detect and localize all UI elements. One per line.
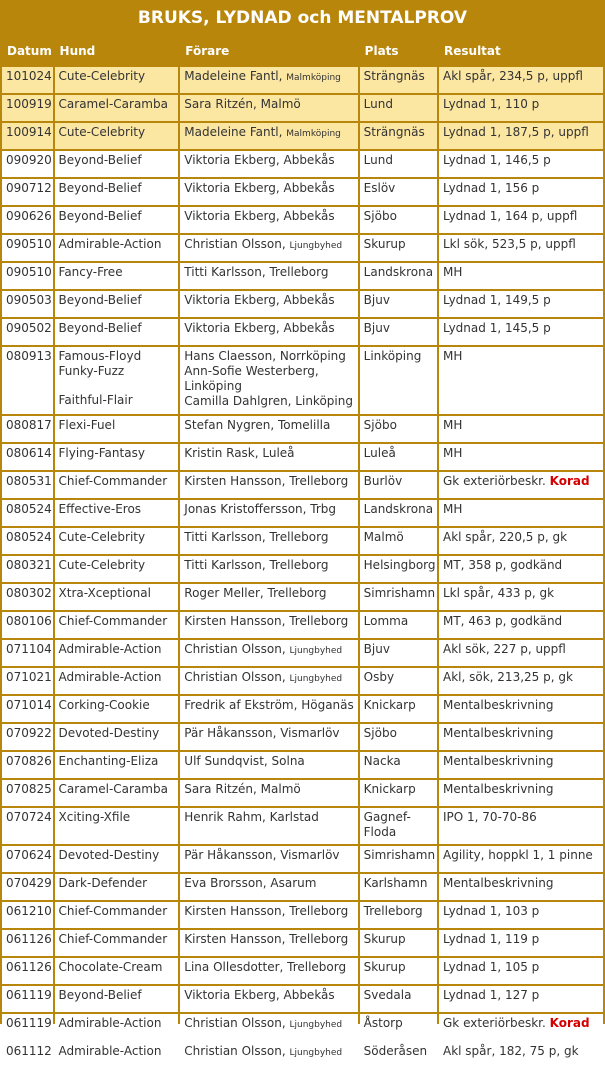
table-row	[2, 846, 603, 872]
forare-town: Ljungbyhed	[289, 646, 343, 656]
cell-plats: Osby	[360, 668, 437, 694]
forare-name: Kirsten Hansson, Trelleborg	[184, 932, 349, 946]
table-row	[2, 123, 603, 149]
hund-3: Faithful-Flair	[58, 393, 133, 407]
table-row	[2, 67, 603, 93]
forare-name: Titti Karlsson, Trelleborg	[184, 265, 329, 279]
cell-datum: 061119	[2, 1014, 53, 1040]
forare-name: Kirsten Hansson, Trelleborg	[184, 904, 349, 918]
cell-plats: Nacka	[360, 752, 437, 778]
cell-forare	[180, 724, 357, 750]
forare-name: Christian Olsson,	[184, 670, 290, 684]
forare-name: Sara Ritzén, Malmö	[184, 97, 301, 111]
cell-resultat	[439, 291, 603, 317]
cell-resultat	[439, 958, 603, 984]
forare-name: Christian Olsson,	[184, 1016, 290, 1030]
forare-town: Malmköping	[286, 129, 341, 139]
forare-name: Viktoria Ekberg, Abbekås	[184, 988, 335, 1002]
cell-hund: Chocolate-Cream	[55, 958, 179, 984]
table-row	[2, 902, 603, 928]
cell-resultat	[439, 1042, 603, 1068]
cell-datum: 061126	[2, 958, 53, 984]
table-row	[2, 696, 603, 722]
cell-hund: Chief-Commander	[55, 930, 179, 956]
cell-forare	[180, 151, 357, 177]
table-row	[2, 780, 603, 806]
cell-resultat	[439, 123, 603, 149]
forare-name: Viktoria Ekberg, Abbekås	[184, 293, 335, 307]
forare-name: Kirsten Hansson, Trelleborg	[184, 614, 349, 628]
resultat-text: MH	[443, 418, 463, 432]
cell-forare	[180, 780, 357, 806]
cell-resultat	[439, 444, 603, 470]
forare-name: Ulf Sundqvist, Solna	[184, 754, 305, 768]
cell-plats: Eslöv	[360, 179, 437, 205]
table-row	[2, 207, 603, 233]
cell-datum: 090503	[2, 291, 53, 317]
cell-hund: Beyond-Belief	[55, 291, 179, 317]
cell-datum: 080524	[2, 500, 53, 526]
cell-forare	[180, 500, 357, 526]
forare-2: Ann-Sofie Westerberg, Linköping	[184, 364, 319, 393]
table-row	[2, 235, 603, 261]
cell-hund: Devoted-Destiny	[55, 724, 179, 750]
resultat-text: MT, 358 p, godkänd	[443, 558, 563, 572]
forare-name: Viktoria Ekberg, Abbekås	[184, 209, 335, 223]
col-header-forare: Förare	[185, 44, 230, 58]
cell-resultat	[439, 95, 603, 121]
cell-hund: Caramel-Caramba	[55, 780, 179, 806]
resultat-text: Mentalbeskrivning	[443, 782, 554, 796]
forare-town: Malmköping	[286, 73, 341, 83]
table-row-multi	[2, 347, 603, 414]
cell-resultat	[439, 986, 603, 1012]
forare-name: Pär Håkansson, Vismarlöv	[184, 848, 340, 862]
table-row	[2, 556, 603, 582]
cell-datum: 090510	[2, 263, 53, 289]
cell-resultat	[439, 696, 603, 722]
cell-datum: 061126	[2, 930, 53, 956]
cell-plats: Skurup	[360, 958, 437, 984]
forare-name: Stefan Nygren, Tomelilla	[184, 418, 331, 432]
cell-forare	[180, 846, 357, 872]
resultat-text: Akl spår, 182, 75 p, gk	[443, 1044, 579, 1058]
table-row	[2, 584, 603, 610]
cell-datum: 080106	[2, 612, 53, 638]
table-row	[2, 416, 603, 442]
resultat-text: Lydnad 1, 119 p	[443, 932, 540, 946]
cell-plats: Sjöbo	[360, 416, 437, 442]
cell-plats: Gagnef-Floda	[360, 808, 437, 844]
cell-resultat	[439, 528, 603, 554]
table-body	[2, 67, 603, 1068]
cell-forare	[180, 123, 357, 149]
table-row	[2, 640, 603, 666]
col-header-plats: Plats	[364, 44, 399, 58]
table-row	[2, 500, 603, 526]
cell-resultat	[439, 846, 603, 872]
cell-plats: Skurup	[360, 930, 437, 956]
cell-resultat	[439, 930, 603, 956]
resultat-text: Lydnad 1, 146,5 p	[443, 153, 551, 167]
hund-2: Funky-Fuzz	[58, 364, 125, 378]
cell-hund: Corking-Cookie	[55, 696, 179, 722]
forare-name: Kirsten Hansson, Trelleborg	[184, 474, 349, 488]
cell-resultat: MH	[439, 347, 603, 414]
cell-plats: Landskrona	[360, 263, 437, 289]
cell-hund: Chief-Commander	[55, 902, 179, 928]
cell-resultat	[439, 724, 603, 750]
cell-forare	[180, 179, 357, 205]
forare-name: Roger Meller, Trelleborg	[184, 586, 327, 600]
cell-hund: Cute-Celebrity	[55, 556, 179, 582]
cell-resultat	[439, 640, 603, 666]
col-header-hund: Hund	[59, 44, 96, 58]
cell-hund: Admirable-Action	[55, 1042, 179, 1068]
table-row	[2, 612, 603, 638]
cell-hund: Xtra-Xceptional	[55, 584, 179, 610]
cell-hund: Cute-Celebrity	[55, 528, 179, 554]
cell-forare	[180, 319, 357, 345]
forare-name: Fredrik af Ekström, Höganäs	[184, 698, 354, 712]
table-row	[2, 263, 603, 289]
cell-hund: Chief-Commander	[55, 612, 179, 638]
cell-plats: Luleå	[360, 444, 437, 470]
cell-forare	[180, 930, 357, 956]
cell-hund: Dark-Defender	[55, 874, 179, 900]
cell-plats: Bjuv	[360, 291, 437, 317]
resultat-text: Lydnad 1, 149,5 p	[443, 293, 551, 307]
cell-hund: Effective-Eros	[55, 500, 179, 526]
resultat-text: MH	[443, 446, 463, 460]
cell-plats: Simrishamn	[360, 584, 437, 610]
cell-plats: Landskrona	[360, 500, 437, 526]
cell-forare	[180, 986, 357, 1012]
resultat-text: Lydnad 1, 105 p	[443, 960, 540, 974]
forare-name: Viktoria Ekberg, Abbekås	[184, 321, 335, 335]
cell-plats: Sjöbo	[360, 724, 437, 750]
table-row	[2, 472, 603, 498]
cell-resultat	[439, 179, 603, 205]
cell-datum: 070429	[2, 874, 53, 900]
table-row	[2, 95, 603, 121]
cell-hund: Beyond-Belief	[55, 207, 179, 233]
cell-datum: 080302	[2, 584, 53, 610]
cell-forare	[180, 696, 357, 722]
cell-forare	[180, 902, 357, 928]
resultat-text: Akl spår, 220,5 p, gk	[443, 530, 568, 544]
cell-hund: Admirable-Action	[55, 235, 179, 261]
cell-datum: 071104	[2, 640, 53, 666]
forare-1: Hans Claesson, Norrköping	[184, 349, 346, 363]
cell-datum: 080321	[2, 556, 53, 582]
table-row	[2, 291, 603, 317]
cell-forare	[180, 752, 357, 778]
cell-hund: Fancy-Free	[55, 263, 179, 289]
resultat-text: MH	[443, 502, 463, 516]
table-row	[2, 724, 603, 750]
resultat-text: Lydnad 1, 110 p	[443, 97, 540, 111]
cell-datum: 070624	[2, 846, 53, 872]
cell-datum: 070825	[2, 780, 53, 806]
cell-forare	[180, 668, 357, 694]
cell-datum: 100914	[2, 123, 53, 149]
resultat-text: Lydnad 1, 187,5 p, uppfl	[443, 125, 589, 139]
cell-resultat	[439, 319, 603, 345]
table-row	[2, 752, 603, 778]
cell-hund: Admirable-Action	[55, 668, 179, 694]
resultat-text: Mentalbeskrivning	[443, 698, 554, 712]
cell-plats: Knickarp	[360, 780, 437, 806]
cell-forare	[180, 874, 357, 900]
cell-hund: Beyond-Belief	[55, 986, 179, 1012]
hund-1: Famous-Floyd	[58, 349, 142, 363]
cell-datum: 080913	[2, 347, 53, 414]
cell-plats: Karlshamn	[360, 874, 437, 900]
cell-resultat	[439, 752, 603, 778]
forare-name: Eva Brorsson, Asarum	[184, 876, 317, 890]
table-row	[2, 1042, 603, 1068]
cell-resultat	[439, 235, 603, 261]
cell-datum: 070826	[2, 752, 53, 778]
resultat-text: Lydnad 1, 164 p, uppfl	[443, 209, 578, 223]
table-row	[2, 808, 603, 844]
results-table	[0, 35, 605, 1070]
cell-resultat	[439, 668, 603, 694]
cell-resultat	[439, 1014, 603, 1040]
cell-datum: 080817	[2, 416, 53, 442]
resultat-text: Gk exteriörbeskr.	[443, 1016, 546, 1030]
forare-name: Madeleine Fantl,	[184, 125, 287, 139]
cell-resultat	[439, 263, 603, 289]
cell-hund: Enchanting-Eliza	[55, 752, 179, 778]
cell-hund: Beyond-Belief	[55, 319, 179, 345]
cell-forare	[180, 416, 357, 442]
cell-datum: 090920	[2, 151, 53, 177]
resultat-text: Gk exteriörbeskr.	[443, 474, 546, 488]
cell-datum: 061210	[2, 902, 53, 928]
cell-hund: Chief-Commander	[55, 472, 179, 498]
forare-name: Titti Karlsson, Trelleborg	[184, 558, 329, 572]
cell-plats: Linköping	[360, 347, 437, 414]
resultat-text: Mentalbeskrivning	[443, 876, 554, 890]
cell-resultat	[439, 902, 603, 928]
cell-forare	[180, 612, 357, 638]
cell-plats: Lund	[360, 95, 437, 121]
cell-forare: Henrik Rahm, Karlstad	[180, 808, 357, 844]
cell-datum: 090712	[2, 179, 53, 205]
forare-name: Christian Olsson,	[184, 642, 290, 656]
forare-name: Titti Karlsson, Trelleborg	[184, 530, 329, 544]
forare-name: Pär Håkansson, Vismarlöv	[184, 726, 340, 740]
cell-plats: Simrishamn	[360, 846, 437, 872]
forare-name: Madeleine Fantl,	[184, 69, 287, 83]
cell-datum: 071021	[2, 668, 53, 694]
resultat-text: Agility, hoppkl 1, 1 pinne	[443, 848, 593, 862]
col-header-datum: Datum	[7, 44, 52, 58]
cell-resultat	[439, 556, 603, 582]
table-row	[2, 874, 603, 900]
forare-3: Camilla Dahlgren, Linköping	[184, 394, 353, 408]
cell-forare	[180, 1014, 357, 1040]
cell-forare	[180, 444, 357, 470]
forare-town: Ljungbyhed	[289, 1020, 343, 1030]
cell-hund: Flying-Fantasy	[55, 444, 179, 470]
cell-forare	[180, 640, 357, 666]
cell-forare	[180, 584, 357, 610]
cell-hund: Xciting-Xfile	[55, 808, 179, 844]
cell-forare	[180, 263, 357, 289]
resultat-text: Mentalbeskrivning	[443, 754, 554, 768]
resultat-text: MT, 463 p, godkänd	[443, 614, 563, 628]
forare-town: Ljungbyhed	[289, 241, 343, 251]
cell-plats: Svedala	[360, 986, 437, 1012]
resultat-text: Lydnad 1, 145,5 p	[443, 321, 551, 335]
cell-forare	[180, 95, 357, 121]
cell-datum: 101024	[2, 67, 53, 93]
cell-datum: 061112	[2, 1042, 53, 1068]
cell-plats: Bjuv	[360, 319, 437, 345]
cell-datum: 080614	[2, 444, 53, 470]
korad-badge: Korad	[549, 1016, 590, 1030]
cell-resultat	[439, 612, 603, 638]
cell-plats: Söderåsen	[360, 1042, 437, 1068]
resultat-text: Akl spår, 234,5 p, uppfl	[443, 69, 583, 83]
cell-datum: 080524	[2, 528, 53, 554]
cell-resultat	[439, 67, 603, 93]
resultat-text: Lydnad 1, 127 p	[443, 988, 540, 1002]
table-row	[2, 151, 603, 177]
forare-name: Lina Ollesdotter, Trelleborg	[184, 960, 347, 974]
korad-badge: Korad	[549, 474, 590, 488]
forare-name: Jonas Kristoffersson, Trbg	[184, 502, 337, 516]
cell-forare	[180, 347, 357, 414]
cell-resultat	[439, 207, 603, 233]
cell-datum: 090626	[2, 207, 53, 233]
cell-hund: Flexi-Fuel	[55, 416, 179, 442]
cell-hund: Caramel-Caramba	[55, 95, 179, 121]
table-row	[2, 668, 603, 694]
cell-plats: Åstorp	[360, 1014, 437, 1040]
cell-datum: 070724	[2, 808, 53, 844]
cell-hund: Admirable-Action	[55, 1014, 179, 1040]
table-header-row	[2, 37, 603, 65]
cell-forare	[180, 556, 357, 582]
cell-hund	[55, 347, 179, 414]
cell-resultat	[439, 500, 603, 526]
cell-forare	[180, 207, 357, 233]
resultat-text: Mentalbeskrivning	[443, 726, 554, 740]
cell-plats: Knickarp	[360, 696, 437, 722]
table-row	[2, 528, 603, 554]
cell-plats: Lund	[360, 151, 437, 177]
cell-resultat	[439, 151, 603, 177]
cell-resultat	[439, 780, 603, 806]
table-row	[2, 986, 603, 1012]
cell-forare	[180, 291, 357, 317]
forare-name: Viktoria Ekberg, Abbekås	[184, 181, 335, 195]
forare-name: Sara Ritzén, Malmö	[184, 782, 301, 796]
cell-datum: 090510	[2, 235, 53, 261]
cell-plats: Strängnäs	[360, 123, 437, 149]
cell-hund: Admirable-Action	[55, 640, 179, 666]
col-header-resultat: Resultat	[444, 44, 501, 58]
forare-name: Christian Olsson,	[184, 237, 290, 251]
cell-forare	[180, 958, 357, 984]
cell-plats: Skurup	[360, 235, 437, 261]
cell-datum: 061119	[2, 986, 53, 1012]
cell-hund: Beyond-Belief	[55, 151, 179, 177]
cell-plats: Trelleborg	[360, 902, 437, 928]
cell-resultat: IPO 1, 70-70-86	[439, 808, 603, 844]
resultat-text: Akl, sök, 213,25 p, gk	[443, 670, 573, 684]
table-row	[2, 179, 603, 205]
resultat-text: Lydnad 1, 103 p	[443, 904, 540, 918]
cell-datum: 100919	[2, 95, 53, 121]
table-row	[2, 1014, 603, 1040]
resultat-text: MH	[443, 265, 463, 279]
cell-plats: Strängnäs	[360, 67, 437, 93]
cell-plats: Burlöv	[360, 472, 437, 498]
cell-resultat	[439, 584, 603, 610]
cell-hund: Cute-Celebrity	[55, 67, 179, 93]
table-row	[2, 319, 603, 345]
cell-plats: Helsingborg	[360, 556, 437, 582]
cell-forare	[180, 235, 357, 261]
cell-datum: 071014	[2, 696, 53, 722]
cell-datum: 080531	[2, 472, 53, 498]
resultat-text: Lydnad 1, 156 p	[443, 181, 540, 195]
cell-plats: Malmö	[360, 528, 437, 554]
cell-resultat	[439, 472, 603, 498]
cell-resultat	[439, 416, 603, 442]
cell-datum: 070922	[2, 724, 53, 750]
page-title: BRUKS, LYDNAD och MENTALPROV	[137, 8, 468, 28]
cell-forare	[180, 472, 357, 498]
cell-resultat	[439, 874, 603, 900]
resultat-text: Akl sök, 227 p, uppfl	[443, 642, 566, 656]
cell-plats: Lomma	[360, 612, 437, 638]
cell-plats: Sjöbo	[360, 207, 437, 233]
cell-plats: Bjuv	[360, 640, 437, 666]
table-row	[2, 958, 603, 984]
forare-name: Christian Olsson,	[184, 1044, 290, 1058]
forare-town: Ljungbyhed	[289, 674, 343, 684]
forare-name: Kristin Rask, Luleå	[184, 446, 295, 460]
cell-forare	[180, 1042, 357, 1068]
table-row	[2, 444, 603, 470]
resultat-text: Lkl sök, 523,5 p, uppfl	[443, 237, 576, 251]
cell-hund: Beyond-Belief	[55, 179, 179, 205]
cell-datum: 090502	[2, 319, 53, 345]
cell-hund: Devoted-Destiny	[55, 846, 179, 872]
cell-forare	[180, 528, 357, 554]
resultat-text: Lkl spår, 433 p, gk	[443, 586, 555, 600]
table-row	[2, 930, 603, 956]
cell-hund: Cute-Celebrity	[55, 123, 179, 149]
cell-forare	[180, 67, 357, 93]
forare-name: Viktoria Ekberg, Abbekås	[184, 153, 335, 167]
forare-town: Ljungbyhed	[289, 1048, 343, 1058]
